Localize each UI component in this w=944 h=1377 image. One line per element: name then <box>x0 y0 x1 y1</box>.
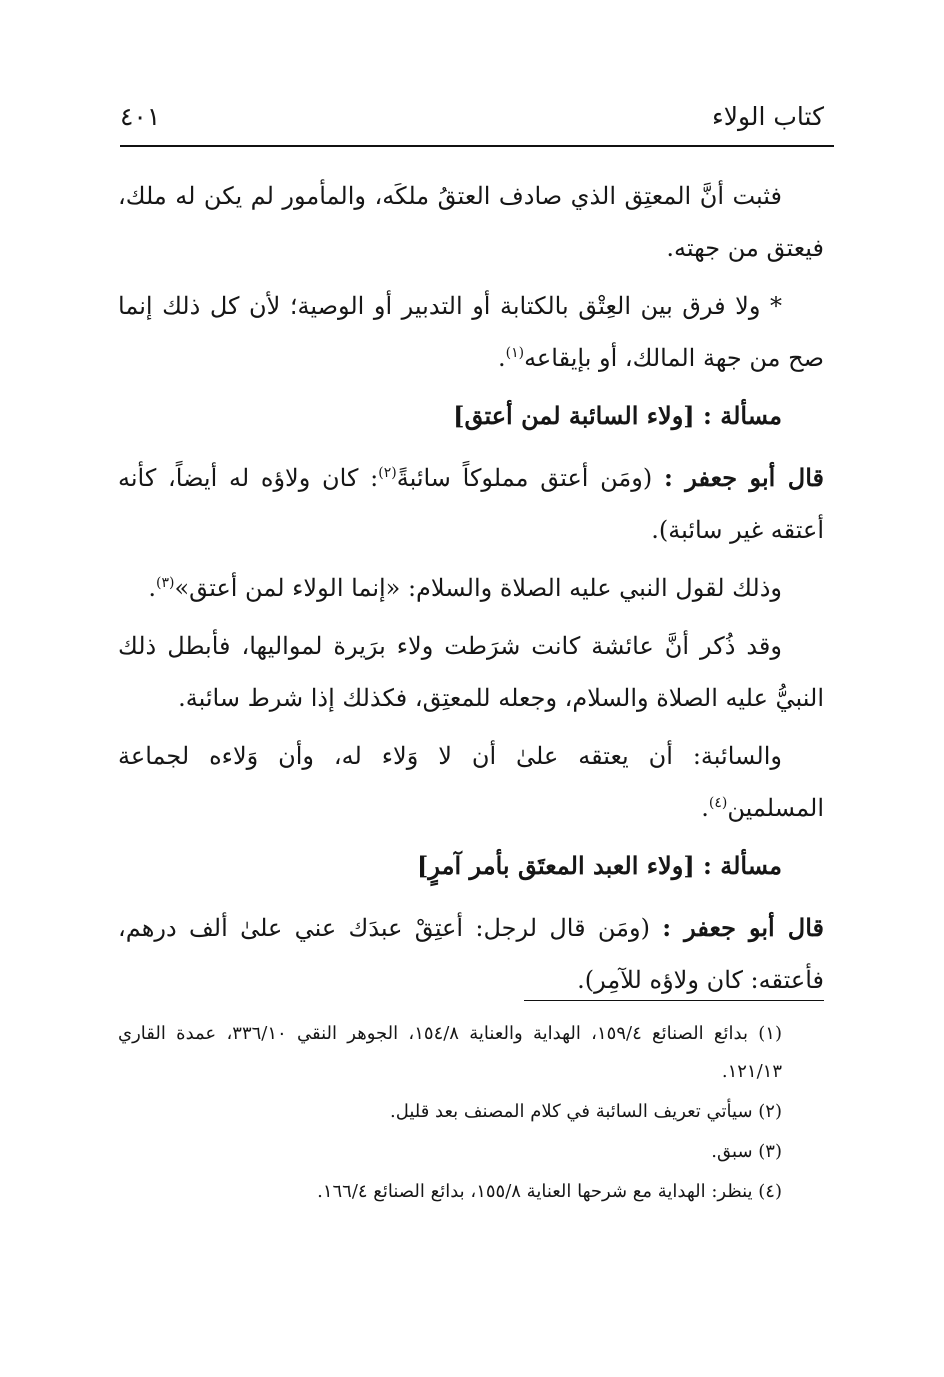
header-title: كتاب الولاء <box>711 102 824 131</box>
section-heading-1: مسألة : [ولاء السائبة لمن أعتق] <box>453 401 782 430</box>
paragraph-4-text: وذلك لقول النبي عليه الصلاة والسلام: «إنما الولاء لمن أعتق» <box>174 574 782 602</box>
footnote-2: (٢) سيأتي تعريف السائبة في كلام المصنف بعد قليل. <box>389 1101 782 1122</box>
main-text <box>118 170 824 1012</box>
footnote-ref-2: (٢) <box>378 465 397 481</box>
paragraph-4 <box>118 562 824 614</box>
footnote-ref-3: (٣) <box>156 575 175 591</box>
header-rule <box>120 145 834 147</box>
footnote-3: (٣) سبق. <box>711 1141 782 1162</box>
footnote-ref-4: (٤) <box>708 795 728 811</box>
paragraph-3 <box>118 452 824 556</box>
footnote-ref-1: (١) <box>505 345 525 361</box>
paragraph-7 <box>118 902 824 1006</box>
paragraph-2-text: * ولا فرق بين العِتْق بالكتابة أو التدبير أو الوصية؛ لأن كل ذلك إنما صح من جهة المالك، أو بإيقاعه <box>118 292 824 372</box>
quote-text-cont: : كان ولاؤه له أيضاً، كأنه أعتقه غير سائبة). <box>118 464 824 544</box>
section-heading-2: مسألة : [ولاء العبد المعتَق بأمر آمرٍ] <box>417 851 782 880</box>
footnotes <box>118 1015 824 1213</box>
speaker-label: قال أبو جعفر : <box>662 913 824 942</box>
speaker-label: قال أبو جعفر : <box>663 463 824 492</box>
footnote-4: (٤) ينظر: الهداية مع شرحها العناية ١٥٥/٨، بدائع الصنائع ١٦٦/٤. <box>317 1181 782 1202</box>
quote-text: (ومَن أعتق مملوكاً سائبةً <box>396 464 653 492</box>
paragraph-1: فثبت أنَّ المعتِق الذي صادف العتقُ ملكَه، والمأمور لم يكن له ملك، فيعتق من جهته. <box>118 182 824 262</box>
paragraph-2 <box>118 280 824 384</box>
paragraph-5: وقد ذُكر أنَّ عائشة كانت شرَطت ولاء برَيرة لمواليها، فأبطل ذلك النبيُّ عليه الصلاة والسلام، وجعله للمعتِق، فكذلك إذا شرط سائبة. <box>118 632 824 712</box>
paragraph-4-end: . <box>148 574 157 602</box>
footnote-rule <box>524 1000 824 1001</box>
paragraph-6-end: . <box>701 794 709 822</box>
paragraph-6 <box>118 730 824 834</box>
running-header <box>120 96 824 136</box>
paragraph-6-text: والسائبة: أن يعتقه علىٰ أن لا وَلاء له، وأن وَلاءه لجماعة المسلمين <box>118 742 824 822</box>
page-number: ٤٠١ <box>120 102 161 131</box>
footnote-1: (١) بدائع الصنائع ١٥٩/٤، الهداية والعناية ١٥٤/٨، الجوهر النقي ٣٣٦/١٠، عمدة القاري ١٢١/١٣. <box>118 1023 782 1082</box>
paragraph-2-end: . <box>497 344 506 372</box>
quote-text: (ومَن قال لرجل: أعتِقْ عبدَك عني علىٰ ألف درهم، فأعتقه: كان ولاؤه للآمِر). <box>118 914 824 994</box>
